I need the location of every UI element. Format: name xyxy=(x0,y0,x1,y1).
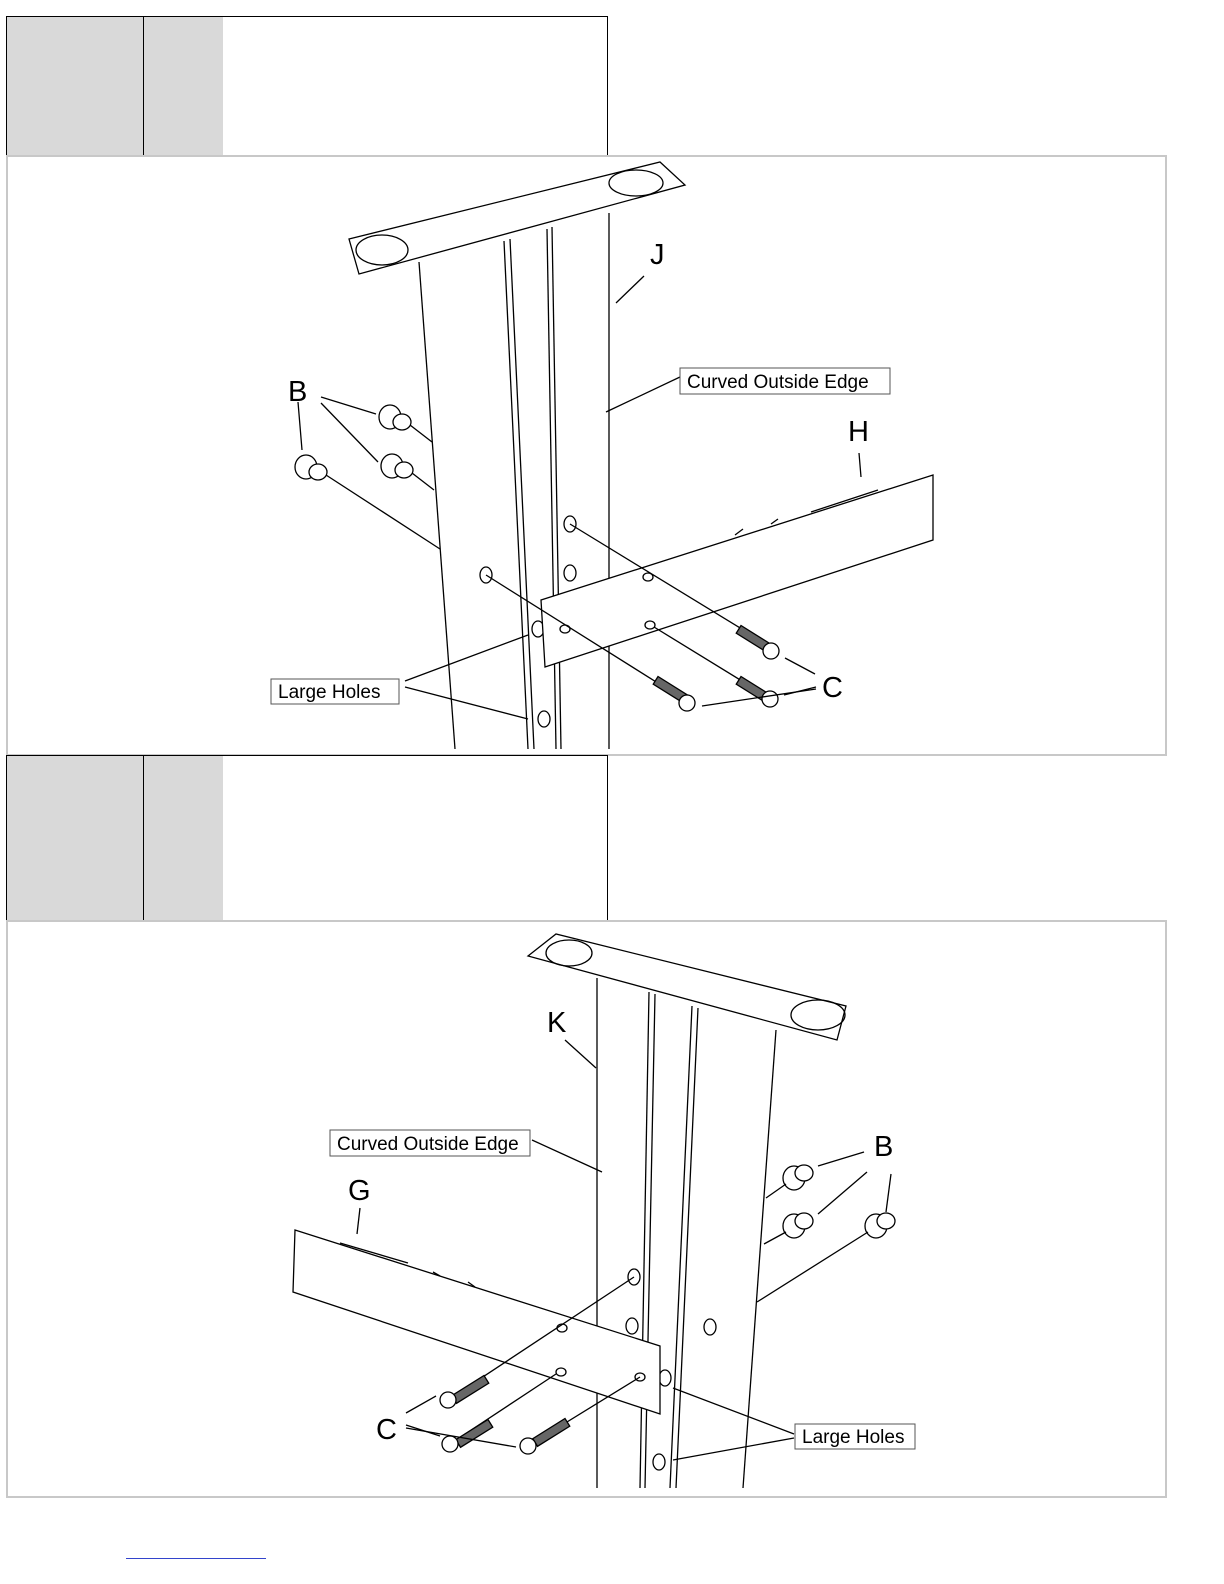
curved-edge-label: Curved Outside Edge xyxy=(687,372,869,393)
part-label-brace: H xyxy=(848,416,869,448)
large-holes-label: Large Holes xyxy=(278,682,381,703)
step-number-cell xyxy=(7,756,144,921)
large-holes-label: Large Holes xyxy=(802,1427,905,1448)
step-1-illustration xyxy=(6,155,1167,756)
footer-link[interactable] xyxy=(126,1558,266,1559)
step-icon-cell xyxy=(144,17,223,156)
step-2-illustration xyxy=(6,920,1167,1498)
step-icon-cell xyxy=(144,756,223,921)
part-label-screws: C xyxy=(822,672,843,704)
part-label-bolts: B xyxy=(288,376,308,408)
step-1-header xyxy=(6,16,608,156)
assembly-diagram-1 xyxy=(8,157,1165,754)
part-label-bolts: B xyxy=(874,1131,894,1163)
part-label-upright: K xyxy=(547,1007,567,1039)
curved-edge-label: Curved Outside Edge xyxy=(337,1134,519,1155)
part-label-screws: C xyxy=(376,1414,397,1446)
part-label-upright: J xyxy=(650,239,665,271)
part-label-brace: G xyxy=(348,1175,371,1207)
assembly-diagram-2 xyxy=(8,922,1165,1496)
step-2-header xyxy=(6,755,608,921)
step-number-cell xyxy=(7,17,144,156)
